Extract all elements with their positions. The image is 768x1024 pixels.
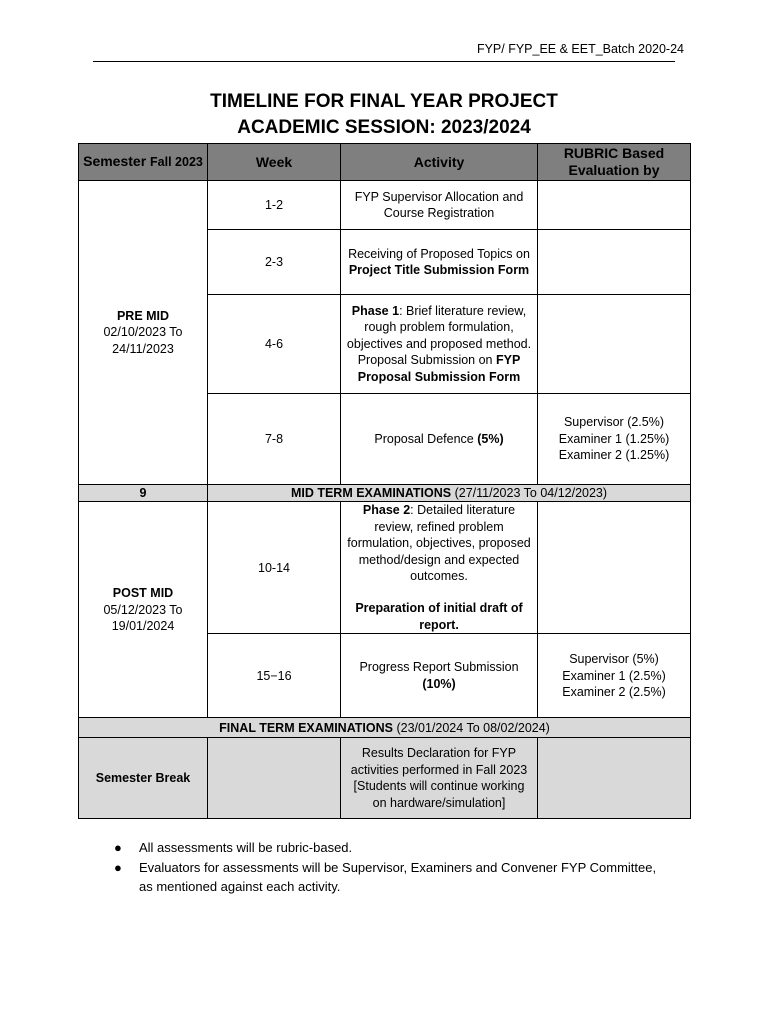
final-term-label: FINAL TERM EXAMINATIONS (23/01/2024 To 08/02/2024) — [79, 718, 691, 738]
pre-mid-cell — [79, 181, 208, 485]
header-rubric: RUBRIC Based Evaluation by — [538, 144, 691, 181]
week-cell: 1-2 — [208, 181, 341, 230]
evaluation-cell — [538, 502, 691, 634]
evaluation-cell — [538, 181, 691, 230]
activity-cell: Phase 2: Detailed literature review, refined problem formulation, objectives, proposed method/design and expected outcomes. Preparation of initial draft of report. — [341, 502, 538, 634]
document-subtitle: ACADEMIC SESSION: 2023/2024 — [237, 117, 531, 138]
evaluation-cell — [538, 738, 691, 819]
week-cell: 4-6 — [208, 295, 341, 394]
activity-cell: FYP Supervisor Allocation and Course Registration — [341, 181, 538, 230]
pre-mid-dates-end: 24/11/2023 — [112, 341, 174, 356]
post-mid-dates-start: 05/12/2023 To — [103, 602, 183, 617]
table-row — [79, 181, 691, 230]
mid-term-label: MID TERM EXAMINATIONS (27/11/2023 To 04/12/2023) — [208, 485, 691, 502]
week-cell: 15−16 — [208, 634, 341, 718]
semester-break-label: Semester Break — [79, 738, 208, 819]
activity-cell: Proposal Defence (5%) — [341, 394, 538, 485]
post-mid-label: POST MID — [112, 586, 174, 601]
activity-cell: Receiving of Proposed Topics on Project Title Submission Form — [341, 230, 538, 295]
pre-mid-label: PRE MID — [116, 308, 170, 323]
table-header-row — [79, 144, 691, 181]
final-term-row — [79, 718, 691, 738]
semester-break-row — [79, 738, 691, 819]
notes-list — [112, 838, 672, 897]
evaluation-cell — [538, 230, 691, 295]
week-cell: 10-14 — [208, 502, 341, 634]
bullet-icon: ● — [114, 859, 122, 875]
mid-term-week: 9 — [79, 485, 208, 502]
post-mid-cell — [79, 502, 208, 718]
document-title: TIMELINE FOR FINAL YEAR PROJECT — [210, 91, 558, 112]
bullet-icon: ● — [114, 840, 122, 855]
week-cell — [208, 738, 341, 819]
activity-cell: Results Declaration for FYP activities performed in Fall 2023 [Students will continue working on hardware/simulation] — [341, 738, 538, 819]
header-week: Week — [208, 144, 341, 181]
evaluation-cell: Supervisor (5%) Examiner 1 (2.5%) Examiner 2 (2.5%) — [538, 634, 691, 718]
table-row — [79, 502, 691, 634]
mid-term-row — [79, 485, 691, 502]
week-cell: 2-3 — [208, 230, 341, 295]
header-divider — [93, 61, 675, 62]
list-item: ● All assessments will be rubric-based. — [112, 838, 672, 858]
week-cell: 7-8 — [208, 394, 341, 485]
pre-mid-dates-start: 02/10/2023 To — [103, 325, 183, 340]
document-header: FYP/ FYP_EE & EET_Batch 2020-24 — [476, 42, 684, 56]
activity-cell: Phase 1: Brief literature review, rough problem formulation, objectives and proposed method. Proposal Submission on FYP Proposal Submission Form — [341, 295, 538, 394]
post-mid-dates-end: 19/01/2024 — [111, 619, 175, 634]
activity-cell: Progress Report Submission (10%) — [341, 634, 538, 718]
evaluation-cell: Supervisor (2.5%) Examiner 1 (1.25%) Examiner 2 (1.25%) — [538, 394, 691, 485]
evaluation-cell — [538, 295, 691, 394]
timeline-table — [78, 143, 691, 819]
header-activity: Activity — [341, 144, 538, 181]
list-item: ● Evaluators for assessments will be Supervisor, Examiners and Convener FYP Committee, as mentioned against each activity. — [114, 859, 657, 894]
header-semester: Semester Fall 2023 — [79, 144, 208, 181]
